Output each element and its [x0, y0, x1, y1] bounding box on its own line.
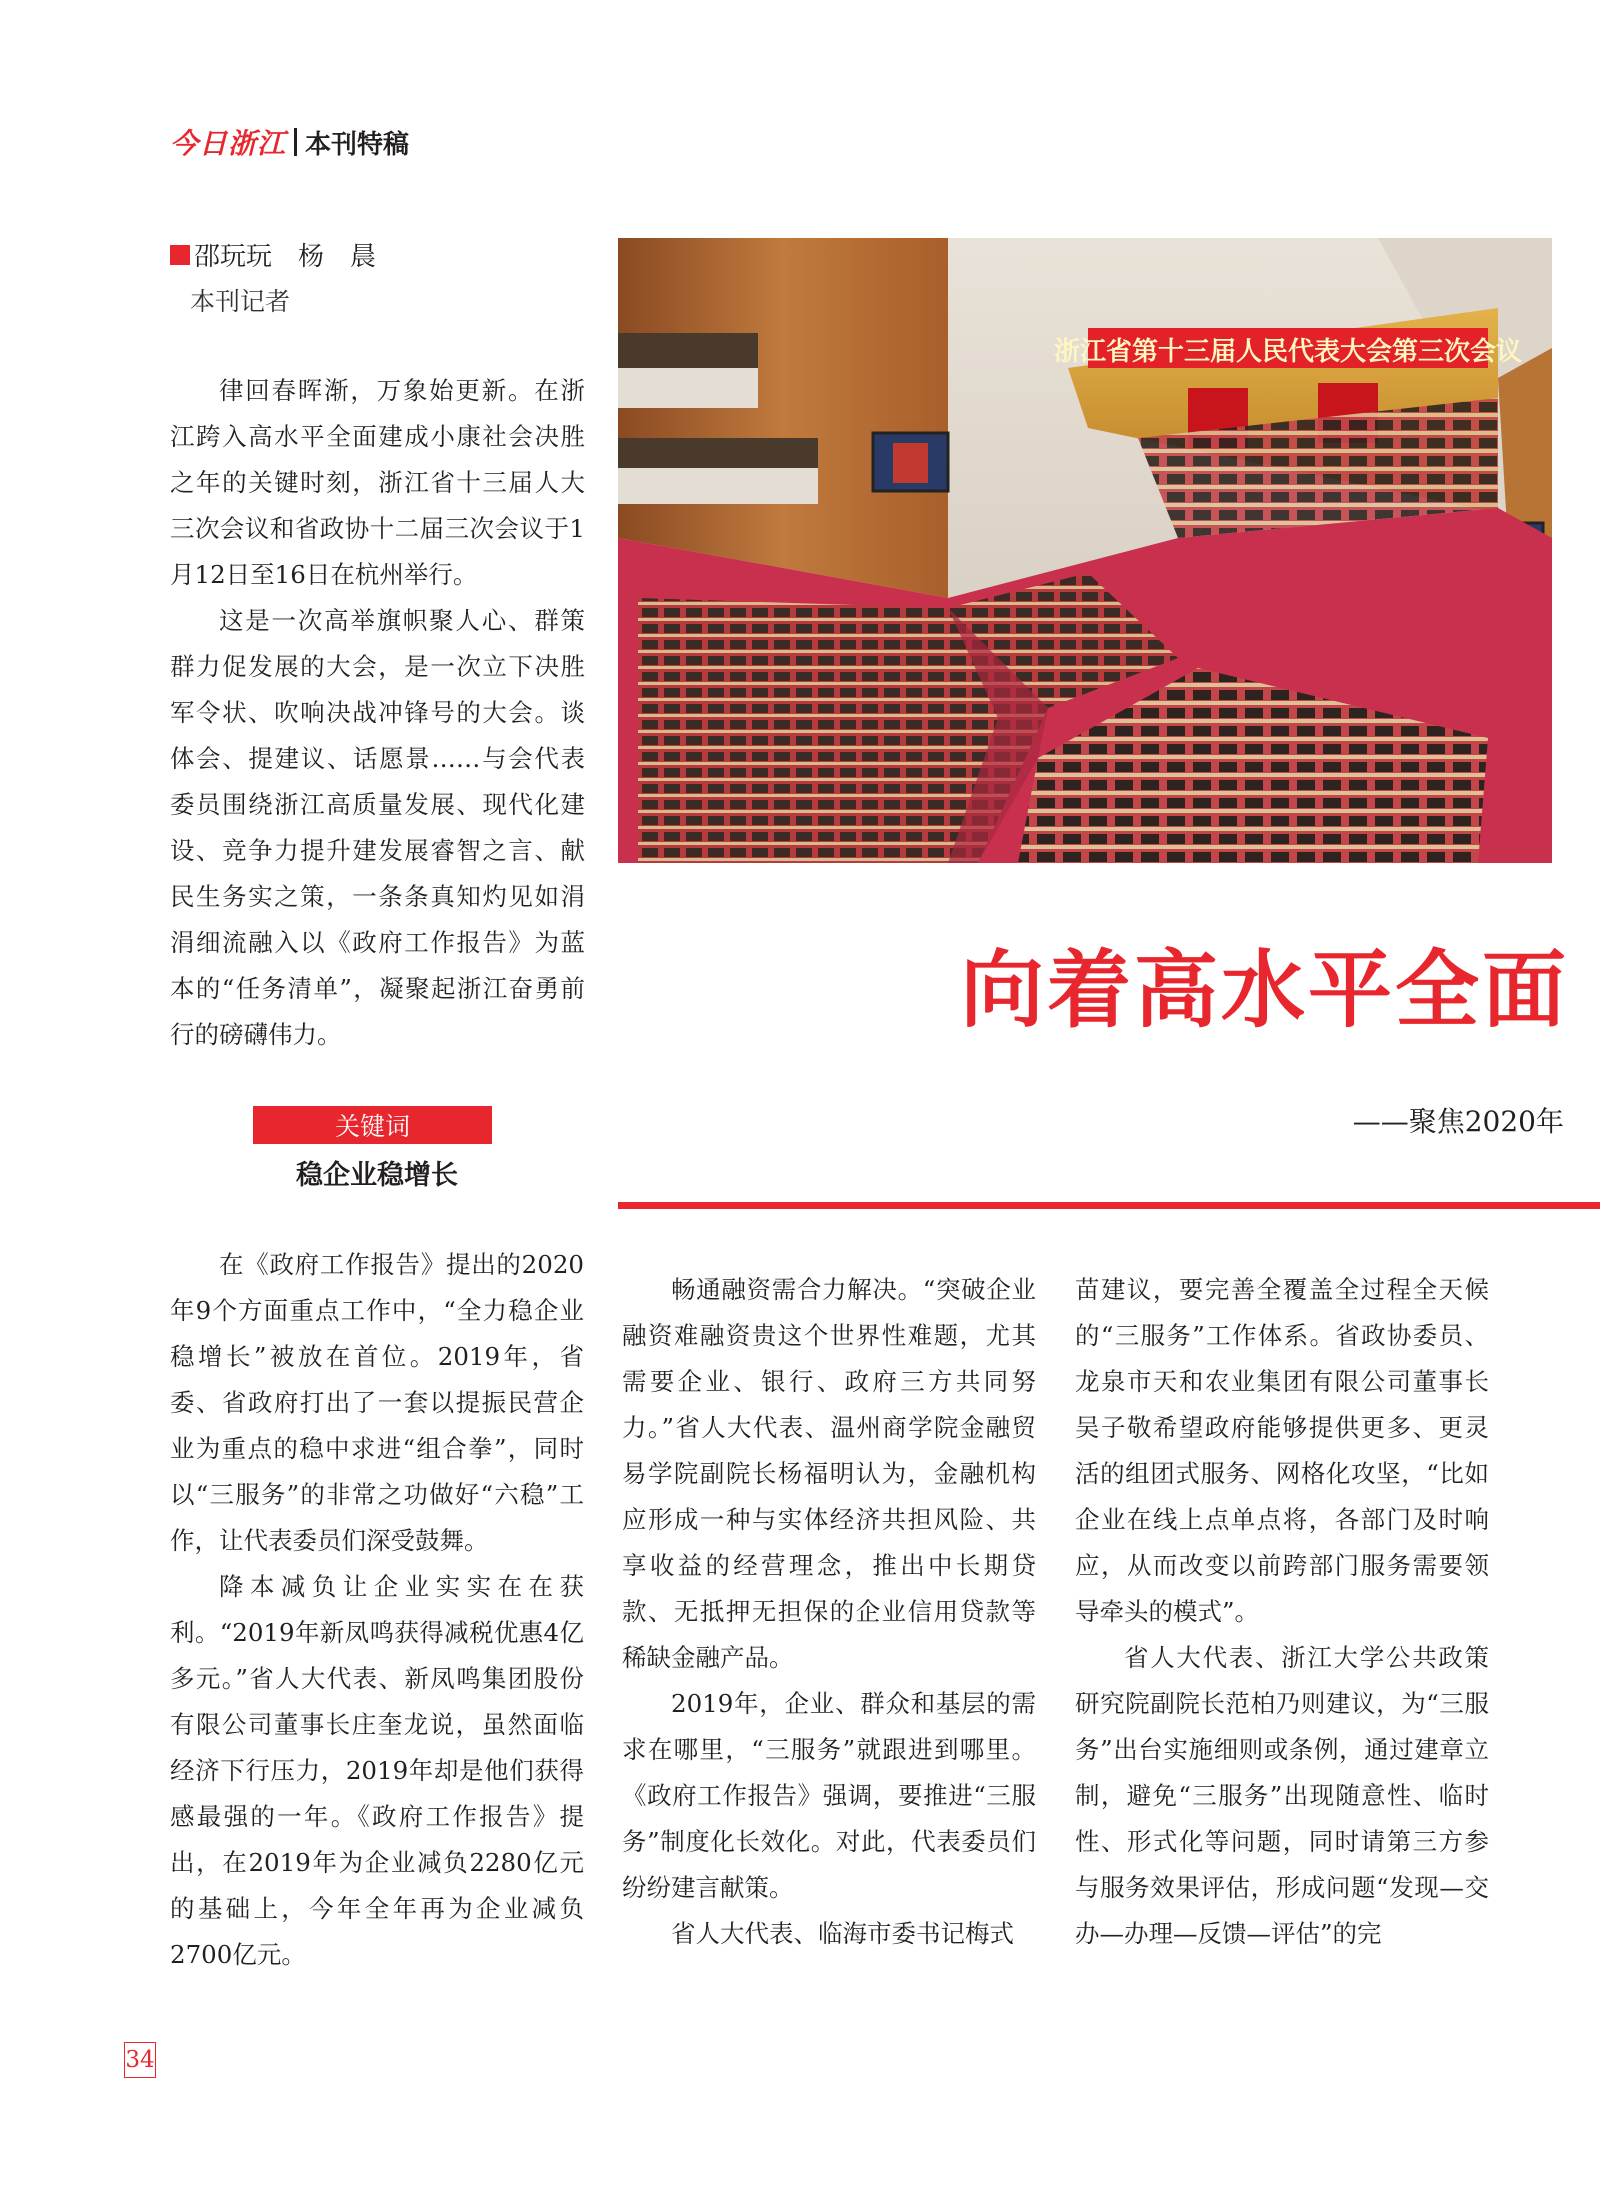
section-label: 本刊特稿 [305, 129, 410, 160]
byline-role: 本刊记者 [190, 287, 291, 316]
col1-paragraph-1: 在《政府工作报告》提出的2020年9个方面重点工作中，“全力稳企业稳增长”被放在首位。2019年，省委、省政府打出了一套以提振民营企业为重点的稳中求进“组合拳”，同时以“三服务”的非常之功做好“六稳”工作，让代表委员们深受鼓舞。 [170, 1250, 584, 1555]
assembly-hall-photo [618, 238, 1552, 863]
byline [170, 236, 376, 273]
byline-authors: 邵玩玩 杨 晨 [194, 242, 377, 272]
col2-paragraph-1: 畅通融资需合力解决。“突破企业融资难融资贵这个世界性难题，尤其需要企业、银行、政府三方共同努力。”省人大代表、温州商学院金融贸易学院副院长杨福明认为，金融机构应形成一种与实体经济共担风险、共享收益的经营理念，推出中长期贷款、无抵押无担保的企业信用贷款等稀缺金融产品。 [622, 1275, 1036, 1672]
col3-paragraph-2: 省人大代表、浙江大学公共政策研究院副院长范柏乃则建议，为“三服务”出台实施细则或条例，通过建章立制，避免“三服务”出现随意性、临时性、形式化等问题，同时请第三方参与服务效果评估，形成问题“发现—交办—办理—反馈—评估”的完 [1075, 1643, 1489, 1948]
banner-text: 浙江省第十三届人民代表大会第三次会议 [1053, 337, 1523, 367]
intro-column [170, 368, 585, 1058]
article-subtitle: ——聚焦2020年 [1352, 1105, 1564, 1138]
article-title: 向着高水平全面 [960, 941, 1570, 1039]
page-header [170, 122, 409, 162]
intro-paragraph-1: 律回春晖渐，万象始更新。在浙江跨入高水平全面建成小康社会决胜之年的关键时刻，浙江省十三届人大三次会议和省政协十二届三次会议于1月12日至16日在杭州举行。 [170, 376, 585, 589]
page-number: 34 [124, 2042, 156, 2078]
col3-paragraph-1: 苗建议，要完善全覆盖全过程全天候的“三服务”工作体系。省政协委员、龙泉市天和农业集团有限公司董事长吴子敬希望政府能够提供更多、更灵活的组团式服务、网格化攻坚，“比如企业在线上点单点将，各部门及时响应，从而改变以前跨部门服务需要领导牵头的模式”。 [1075, 1275, 1489, 1626]
magazine-logo: 今日浙江 [170, 127, 287, 160]
keyword-label: 关键词 [253, 1106, 492, 1144]
col1-paragraph-2: 降本减负让企业实实在在获利。“2019年新凤鸣获得减税优惠4亿多元。”省人大代表、新凤鸣集团股份有限公司董事长庄奎龙说，虽然面临经济下行压力，2019年却是他们获得感最强的一年。《政府工作报告》提出，在2019年为企业减负2280亿元的基础上，今年全年再为企业减负2700亿元。 [170, 1572, 584, 1969]
intro-paragraph-2: 这是一次高举旗帜聚人心、群策群力促发展的大会，是一次立下决胜军令状、吹响决战冲锋号的大会。谈体会、提建议、话愿景……与会代表委员围绕浙江高质量发展、现代化建设、竞争力提升建发展睿智之言、献民生务实之策，一条条真知灼见如涓涓细流融入以《政府工作报告》为蓝本的“任务清单”，凝聚起浙江奋勇前行的磅礴伟力。 [170, 606, 585, 1049]
byline-square-icon [170, 245, 190, 265]
keyword-value: 稳企业稳增长 [296, 1160, 458, 1191]
body-column-1 [170, 1242, 584, 1978]
col2-paragraph-3: 省人大代表、临海市委书记梅式 [671, 1919, 1014, 1948]
body-column-3 [1075, 1267, 1489, 1957]
title-divider [618, 1202, 1600, 1209]
header-separator [294, 128, 297, 156]
body-column-2 [622, 1267, 1036, 1957]
col2-paragraph-2: 2019年，企业、群众和基层的需求在哪里，“三服务”就跟进到哪里。《政府工作报告》强调，要推进“三服务”制度化长效化。对此，代表委员们纷纷建言献策。 [622, 1689, 1036, 1902]
